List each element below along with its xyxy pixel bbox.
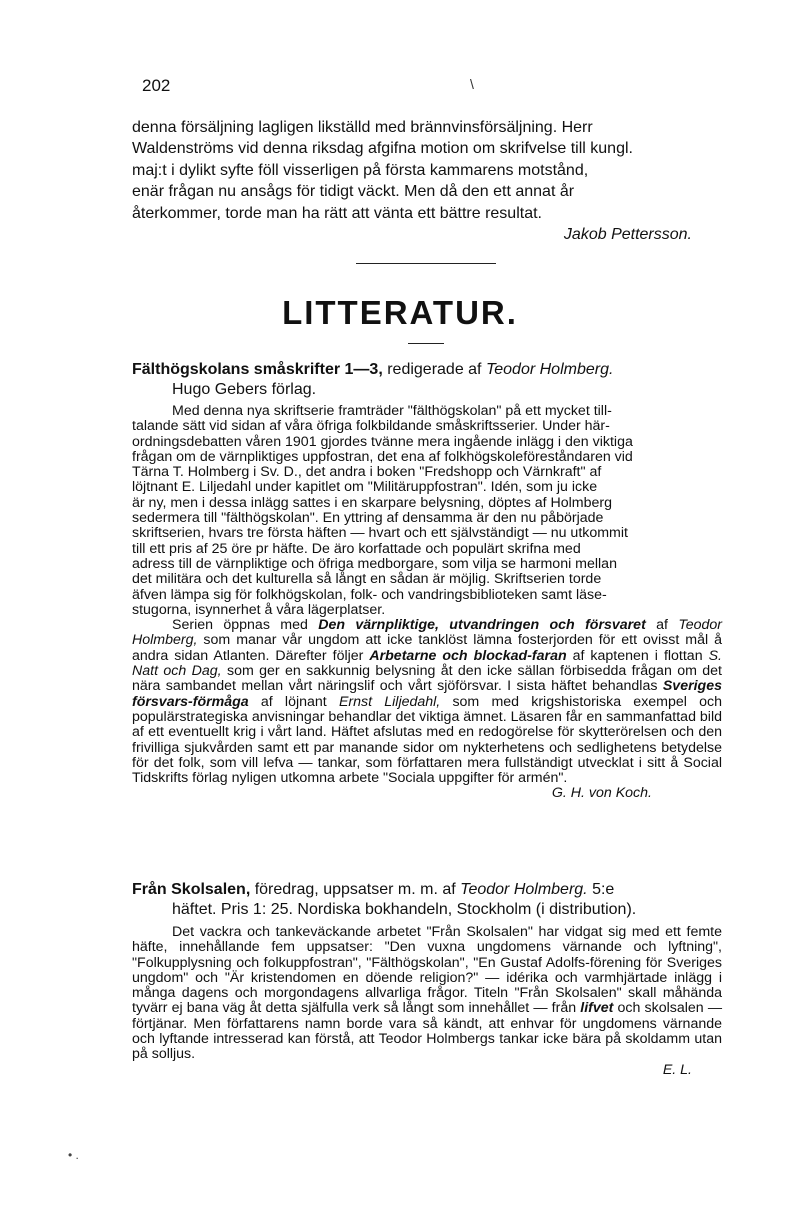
e1p2-text-g: som med krigshistoriska exempel och populärstrategiska anvisningar behandlar det viktiga ämnet. Läsaren får en sammanfattad bild af ett eventuellt krig i vårt land. Häftet afslutas med en redogörelse för skytterörelsen och den frivilliga sjukvården samt ett par manande sidor om nykterhetens och sedlighetens betydelse för det folk, som vill lefva — tankar, som författaren mera fullständigt utvecklat i sitt å Social Tidskrifts förlag nyligen utkomna arbete "Sociala uppgifter för armén".	[132, 693, 722, 787]
e1-line-5: Tärna T. Holmberg i Sv. D., det andra i boken "Fredshopp och Värnkraft" af	[132, 464, 602, 481]
e1-line-12: det militära och det kulturella så långt en sådan är möjlig. Skriftserien torde	[132, 571, 602, 588]
e1-line-2: talande sätt vid sidan af våra öfriga folkbildande småskriftsserier. Under här-	[132, 418, 610, 435]
page-specks: • .	[68, 1148, 79, 1162]
e1-line-9: skriftserien, hvars tre första häften — hvart och ett självständigt — nu utkommit	[132, 525, 628, 542]
e2-text-a: Det vackra och tankeväckande arbetet "Från Skolsalen" har vidgat sig med ett femte häfte, innehållande fem uppsatser: "Den vuxna ungdomens värnande och lyftning", "Folkupplysning och folkuppfostran", "Fälthögskolan", "En Gustaf Adolfs-förening för Sveriges ungdom" och "Är kristendomen en döende religion?" — idérika och varmhjärtade inlägg i många dagens och morgondagens allvarliga frågor. Titeln "Från Skolsalen" skall måhända tyvärr ej bana väg åt detta själfulla verk så långt som innehållet — från	[132, 924, 722, 1017]
e1-line-3: ordningsdebatten våren 1901 gjordes tvänne mera ingående inlägg i den viktiga	[132, 433, 633, 450]
e1p2-text-a: Serien öppnas med	[172, 617, 319, 634]
review-entry-2	[132, 880, 722, 1078]
entry1-title: Fälthögskolans småskrifter 1—3,	[132, 361, 383, 378]
e1p2-title-1: Den värnpliktige, utvandringen och försvaret	[318, 617, 646, 634]
e1-line-4: frågan om de värnpliktiges uppfostran, det ena af folkhögskoleföreståndaren vid	[132, 448, 633, 465]
intro-line-1: denna försäljning lagligen likställd med brännvinsförsäljning. Herr	[132, 119, 593, 136]
e1-line-14: stugorna, isynnerhet å våra lägerplatser.	[132, 601, 386, 618]
e1-line-7: är ny, men i dessa inlägg sattes i en skarpare belysning, döptes af Holmberg	[132, 494, 613, 511]
entry2-desc: föredrag, uppsatser m. m. af	[250, 881, 461, 898]
entry2-signature: E. L.	[662, 1061, 692, 1078]
intro-line-4: enär frågan nu ansågs för tidigt väckt. Men då den ett annat år	[132, 183, 575, 201]
e1-line-13: äfven lämpa sig för folkhögskolan, folk- och vandringsbiblioteken samt läse-	[132, 586, 607, 603]
entry2-issue: 5:e	[587, 881, 615, 898]
entry2-title: Från Skolsalen,	[132, 881, 251, 898]
e1p2-text-c: som manar vår ungdom att icke tanklöst lämna fosterjorden för ett ovisst mål å andra sidan Atlanten. Därefter följer	[132, 632, 722, 664]
intro-signature: Jakob Pettersson.	[563, 226, 692, 244]
heading-underline	[408, 343, 444, 344]
entry1-paragraph-2	[132, 618, 722, 786]
intro-line-5: återkommer, torde man ha rätt att vänta ett bättre resultat.	[132, 204, 542, 222]
review-entry-1	[132, 360, 722, 802]
e1p2-title-3: Arbetarne och blockad-faran	[369, 647, 567, 664]
entry2-author: Teodor Holmberg.	[460, 881, 588, 898]
intro-block	[132, 117, 722, 245]
page-mark: \	[470, 76, 474, 92]
e1-line-11: adress till de värnpliktige och öfriga medborgare, som vilja se harmoni mellan	[132, 555, 617, 572]
e1-line-1: Med denna nya skriftserie framträder "fälthögskolan" på ett mycket till-	[172, 403, 612, 419]
entry1-publisher: Hugo Gebers förlag.	[172, 381, 317, 398]
section-heading: LITTERATUR.	[282, 294, 518, 331]
e2-italic: lifvet	[580, 1000, 614, 1017]
entry2-heading	[132, 880, 722, 920]
e1p2-title-4: S. Natt och Dag,	[132, 647, 722, 680]
e1-line-6: löjtnant E. Liljedahl under kapitlet om "Militäruppfostran". Idén, som ju icke	[132, 479, 598, 496]
e1-line-10: till ett pris af 25 öre pr häfte. De äro korfattade och populärt skrifna med	[132, 540, 581, 557]
entry1-paragraph-1	[132, 404, 722, 618]
entry1-signature: G. H. von Koch.	[551, 785, 652, 802]
page-number: 202	[142, 76, 171, 95]
e1p2-title-6: Ernst Liljedahl,	[338, 693, 441, 710]
e1p2-text-f: af löjnant	[248, 693, 339, 710]
intro-line-3: maj:t i dylikt syfte föll visserligen på första kammarens motstånd,	[132, 161, 589, 179]
entry2-line-2: häftet. Pris 1: 25. Nordiska bokhandeln, Stockholm (i distribution).	[172, 901, 637, 918]
separator-rule	[356, 263, 496, 264]
entry1-heading	[132, 360, 722, 400]
e1-line-8: sedermera till "fälthögskolan". En yttring af densamma är den nu påbörjade	[132, 510, 604, 527]
e1p2-text-b: af	[645, 617, 679, 634]
e1p2-text-e: som ger en sakkunnig belysning åt den icke sällan förbisedda frågan om det nära sambandet mellan vårt näringslif och vårt sjöförsvar. I sista häftet behandlas	[132, 663, 722, 695]
e1p2-title-5: Sveriges försvars-förmåga	[132, 678, 722, 710]
entry1-editor: Teodor Holmberg.	[485, 361, 614, 378]
e1p2-title-2: Teodor Holmberg,	[132, 617, 723, 649]
intro-line-2: Waldenströms vid denna riksdag afgifna motion om skrifvelse till kungl.	[132, 140, 633, 158]
entry2-paragraph	[132, 925, 722, 1063]
entry1-edited-by: redigerade af	[382, 361, 486, 378]
e1p2-text-d: af kaptenen i flottan	[566, 647, 709, 664]
e2-text-b: och skolsalen — förtjänar. Men författarens namn borde vara så kändt, att enhvar för ungdomens värnande och lyftande intresserad kan förstå, att Teodor Holmbergs tankar icke bära på skoldamm utan på solljus.	[132, 1000, 723, 1063]
